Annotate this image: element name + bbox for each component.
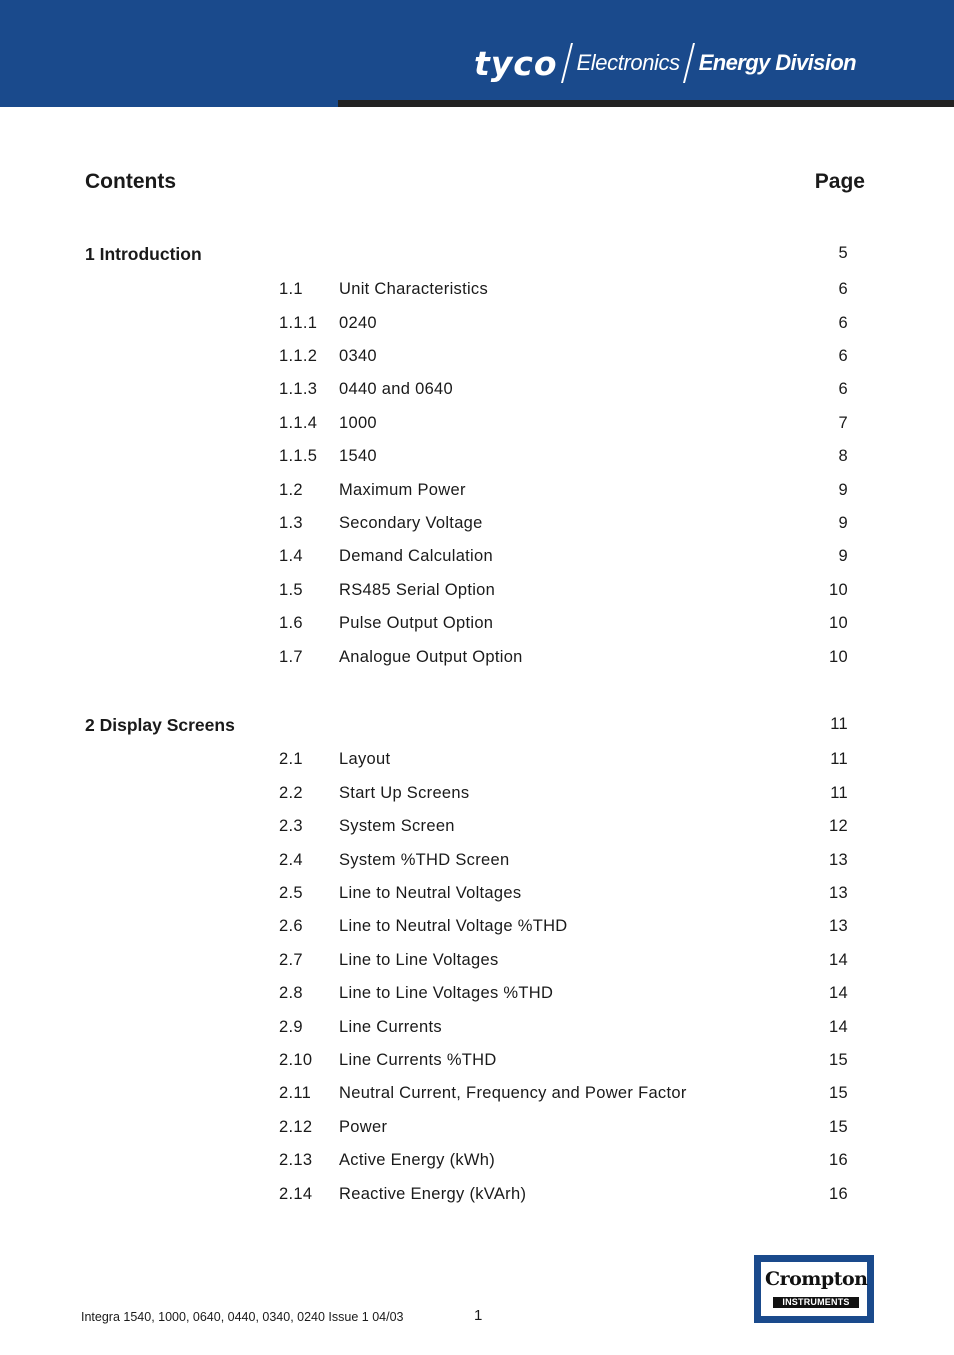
toc-page-number: 9 (838, 514, 848, 532)
brand-electronics: Electronics (576, 50, 680, 75)
toc-page-number: 10 (829, 648, 848, 666)
toc-entry (0, 1051, 954, 1075)
toc-entry-number: 2.5 (279, 884, 303, 902)
toc-entry-number: 1.1.1 (279, 314, 318, 332)
toc-entry-title: Layout (339, 750, 391, 768)
toc-entry-title: RS485 Serial Option (339, 581, 496, 599)
page-heading: Page (814, 170, 865, 193)
toc-page-number: 16 (829, 1151, 848, 1169)
toc-entry-title: 1540 (339, 447, 377, 465)
toc-entry-title: Line to Neutral Voltage %THD (339, 917, 568, 935)
toc-entry (0, 1151, 954, 1175)
toc-entry (0, 581, 954, 605)
toc-page-number: 12 (829, 817, 848, 835)
toc-entry-number: 1.1.3 (279, 380, 318, 398)
toc-section-title: 1 Introduction (85, 244, 202, 264)
toc-entry-title: Analogue Output Option (339, 648, 523, 666)
contents-heading: Contents (85, 170, 176, 193)
toc-entry (0, 514, 954, 538)
toc-entry-title: Neutral Current, Frequency and Power Factor (339, 1084, 687, 1102)
toc-entry-number: 1.4 (279, 547, 303, 565)
toc-entry-title: Maximum Power (339, 481, 466, 499)
toc-entry-number: 2.3 (279, 817, 303, 835)
toc-entry-number: 2.2 (279, 784, 303, 802)
toc-page-number: 14 (829, 951, 848, 969)
toc-entry-title: 0340 (339, 347, 377, 365)
toc-entry-number: 2.9 (279, 1018, 303, 1036)
toc-page-number: 6 (838, 314, 848, 332)
toc-entry-title: Start Up Screens (339, 784, 470, 802)
footer-page-number: 1 (474, 1307, 483, 1324)
toc-section-title: 2 Display Screens (85, 715, 235, 735)
toc-entry-number: 2.13 (279, 1151, 313, 1169)
toc-section (0, 715, 954, 739)
logo-panel (761, 1262, 867, 1316)
toc-entry (0, 380, 954, 404)
toc-entry-title: 0440 and 0640 (339, 380, 454, 398)
toc-entry-number: 1.1.5 (279, 447, 318, 465)
toc-entry-number: 1.2 (279, 481, 303, 499)
toc-page-number: 16 (829, 1185, 848, 1203)
brand-divider (683, 43, 695, 83)
toc-page-number: 11 (830, 784, 848, 802)
toc-entry-title: 0240 (339, 314, 377, 332)
toc-page-number: 13 (829, 851, 848, 869)
toc-entry (0, 414, 954, 438)
toc-entry (0, 648, 954, 672)
toc-page-number: 6 (838, 380, 848, 398)
brand-tyco: tyco (474, 43, 558, 83)
toc-page-number: 9 (838, 481, 848, 499)
toc-page-number: 10 (829, 614, 848, 632)
toc-entry (0, 851, 954, 875)
toc-entry-title: Reactive Energy (kVArh) (339, 1185, 527, 1203)
header-rule (338, 100, 954, 107)
toc-page-number: 11 (830, 715, 848, 733)
toc-entry (0, 784, 954, 808)
toc-entry (0, 817, 954, 841)
toc-page-number: 7 (838, 414, 848, 432)
toc-entry-title: Line Currents %THD (339, 1051, 497, 1069)
toc-entry (0, 951, 954, 975)
toc-entry-title: Pulse Output Option (339, 614, 494, 632)
toc-entry-title: System %THD Screen (339, 851, 510, 869)
toc-entry-number: 1.6 (279, 614, 303, 632)
toc-page-number: 11 (830, 750, 848, 768)
toc-page-number: 14 (829, 1018, 848, 1036)
toc-page-number: 10 (829, 581, 848, 599)
tyco-electronics-logo (474, 40, 856, 86)
toc-entry-title: Unit Characteristics (339, 280, 489, 298)
footer-doc-info: Integra 1540, 1000, 0640, 0440, 0340, 0240 Issue 1 04/03 (81, 1310, 404, 1324)
toc-entry-title: Power (339, 1118, 388, 1136)
toc-entry (0, 347, 954, 371)
toc-entry (0, 547, 954, 571)
toc-entry-number: 1.7 (279, 648, 303, 666)
toc-entry-number: 1.5 (279, 581, 303, 599)
toc-entry-title: Line to Line Voltages %THD (339, 984, 554, 1002)
toc-entry-number: 2.14 (279, 1185, 313, 1203)
toc-entry-title: System Screen (339, 817, 455, 835)
toc-page-number: 15 (829, 1118, 848, 1136)
logo-name: Crompton (765, 1268, 868, 1290)
toc-entry-title: Line to Line Voltages (339, 951, 499, 969)
toc-entry (0, 750, 954, 774)
toc-section (0, 244, 954, 268)
toc-entry-title: Secondary Voltage (339, 514, 483, 532)
toc-page-number: 15 (829, 1084, 848, 1102)
toc-page-number: 14 (829, 984, 848, 1002)
toc-entry-number: 2.6 (279, 917, 303, 935)
toc-page-number: 15 (829, 1051, 848, 1069)
page-header (0, 0, 954, 107)
brand-division: Energy Division (698, 50, 857, 75)
toc-entry (0, 481, 954, 505)
brand-divider (561, 43, 573, 83)
toc-entry-number: 2.7 (279, 951, 303, 969)
toc-entry (0, 614, 954, 638)
toc-entry-number: 2.12 (279, 1118, 313, 1136)
toc-entry (0, 1018, 954, 1042)
toc-page-number: 6 (838, 280, 848, 298)
toc-entry-number: 1.1.4 (279, 414, 318, 432)
toc-entry (0, 280, 954, 304)
toc-entry (0, 314, 954, 338)
toc-page-number: 13 (829, 917, 848, 935)
toc-entry (0, 1185, 954, 1209)
toc-entry-title: Line to Neutral Voltages (339, 884, 522, 902)
toc-entry-title: 1000 (339, 414, 377, 432)
toc-entry (0, 1118, 954, 1142)
toc-page-number: 5 (838, 244, 848, 262)
logo-subtitle: INSTRUMENTS (773, 1297, 859, 1308)
toc-entry-number: 2.11 (279, 1084, 312, 1102)
toc-page-number: 8 (838, 447, 848, 465)
toc-entry-number: 2.10 (279, 1051, 313, 1069)
toc-entry-title: Line Currents (339, 1018, 442, 1036)
toc-entry-number: 1.3 (279, 514, 303, 532)
toc-entry-number: 1.1 (279, 280, 303, 298)
toc-entry (0, 984, 954, 1008)
crompton-instruments-logo (754, 1255, 874, 1323)
toc-entry-number: 2.4 (279, 851, 303, 869)
toc-page-number: 13 (829, 884, 848, 902)
toc-entry (0, 447, 954, 471)
toc-page-number: 6 (838, 347, 848, 365)
toc-entry-title: Active Energy (kWh) (339, 1151, 496, 1169)
toc-entry-number: 2.8 (279, 984, 303, 1002)
toc-entry (0, 917, 954, 941)
toc-entry-title: Demand Calculation (339, 547, 493, 565)
toc-page-number: 9 (838, 547, 848, 565)
toc-entry-number: 1.1.2 (279, 347, 318, 365)
toc-entry-number: 2.1 (279, 750, 303, 768)
toc-entry (0, 1084, 954, 1108)
toc-entry (0, 884, 954, 908)
